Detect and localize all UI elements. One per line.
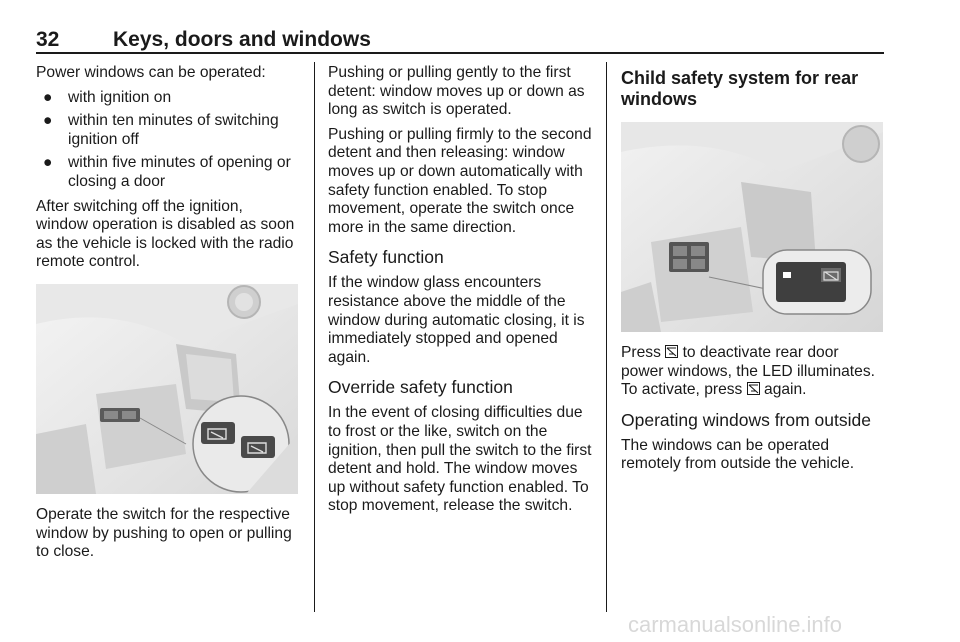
gentle-push-text: Pushing or pulling gently to the first detent: window moves up or down as long as switch is operated. (328, 64, 585, 119)
firm-push-text: Pushing or pulling firmly to the second detent and then releasing: window moves up or down automatically with safety function enabled. To stop movement, operate the switch once more in the same direction. (328, 125, 592, 236)
outside-operation-heading: Operating windows from outside (621, 409, 871, 430)
rear-window-lock-icon (747, 382, 760, 395)
column-1 (36, 64, 298, 568)
column-2 (328, 64, 592, 522)
child-safety-switch-figure (621, 122, 883, 332)
child-safety-heading: Child safety system for rear windows (621, 68, 859, 109)
ignition-off-text: After switching off the ignition, window operation is disabled as soon as the vehicle is locked with the radio remote control. (36, 197, 295, 271)
watermark: carmanualsonline.info (628, 612, 843, 637)
list-item: ● with ignition on (43, 88, 172, 106)
bullet-icon: ● (43, 112, 53, 130)
safety-function-heading: Safety function (328, 247, 444, 268)
intro-text: Power windows can be operated: (36, 64, 266, 81)
list-item: ● within ten minutes of switching ignition off (43, 112, 279, 148)
column-3 (621, 64, 885, 480)
override-safety-heading: Override safety function (328, 377, 513, 398)
bullet-list (36, 89, 298, 192)
press-child-lock-text: Press to deactivate rear door power windows, the LED illuminates. To activate, press again. (621, 344, 875, 399)
safety-function-text: If the window glass encounters resistance above the middle of the window during automatic closing, it is immediately stopped and opened again. (328, 274, 585, 366)
column-divider-2 (606, 62, 607, 612)
column-divider-1 (314, 62, 315, 612)
power-window-switch-figure (36, 284, 298, 494)
chapter-title: Keys, doors and windows (113, 28, 371, 51)
bullet-icon: ● (43, 154, 53, 172)
outside-operation-text: The windows can be operated remotely from outside the vehicle. (621, 436, 855, 473)
page-number: 32 (36, 28, 60, 51)
rear-window-lock-icon (665, 345, 678, 358)
list-item: ● within five minutes of opening or closing a door (43, 154, 291, 190)
bullet-icon: ● (43, 88, 53, 106)
header-rule (36, 52, 884, 54)
figure-caption: Operate the switch for the respective window by pushing to open or pulling to close. (36, 505, 292, 561)
override-safety-text: In the event of closing difficulties due to frost or the like, switch on the ignition, then pull the switch to the first detent and hold. The window moves up without safety function enabled. To stop movement, release the switch. (328, 404, 592, 515)
